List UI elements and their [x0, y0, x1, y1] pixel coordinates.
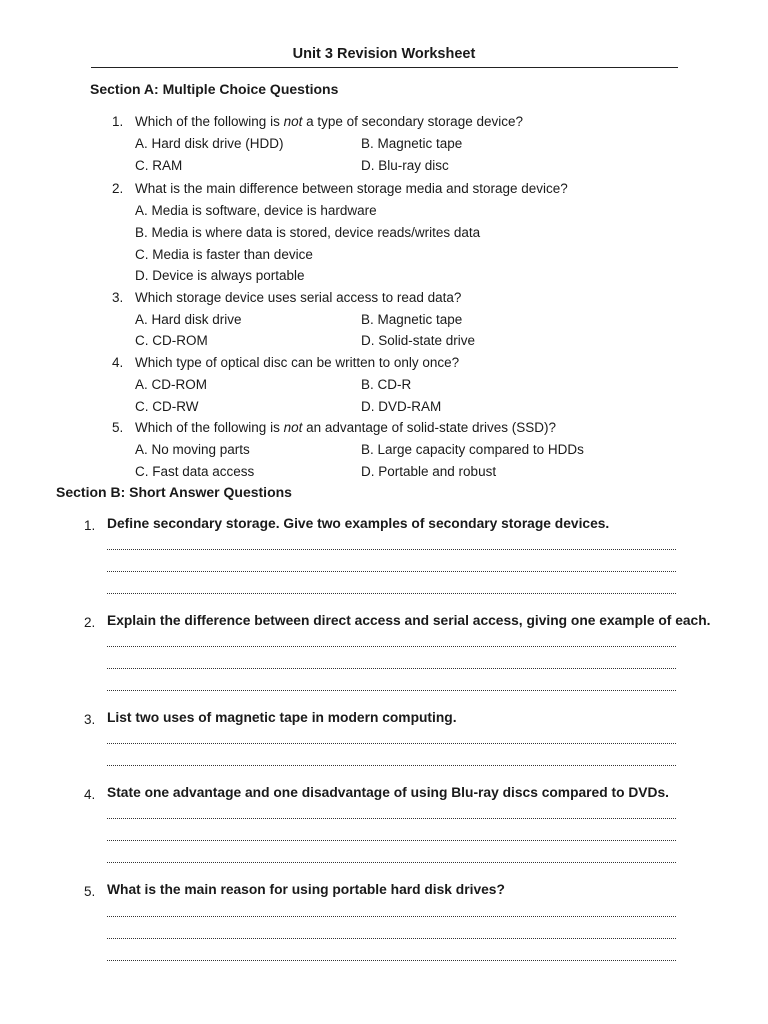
question-number: 5. [112, 420, 124, 435]
question-text: What is the main difference between storage media and storage device? [135, 181, 568, 196]
title-divider [91, 67, 678, 68]
question-text: State one advantage and one disadvantage of using Blu-ray discs compared to DVDs. [107, 785, 669, 800]
answer-line[interactable] [107, 840, 676, 841]
question-number: 4. [84, 787, 96, 802]
option-c: C. Fast data access [135, 464, 255, 479]
option-a: A. Hard disk drive (HDD) [135, 136, 284, 151]
answer-line[interactable] [107, 690, 676, 691]
question-number: 2. [112, 181, 124, 196]
question-text: Which of the following is not an advantage of solid-state drives (SSD)? [135, 420, 556, 435]
option-d: D. Blu-ray disc [361, 158, 449, 173]
option-d: D. Portable and robust [361, 464, 497, 479]
option-a: A. Hard disk drive [135, 312, 242, 327]
answer-line[interactable] [107, 571, 676, 572]
question-text: Which storage device uses serial access to read data? [135, 290, 462, 305]
question-text: Define secondary storage. Give two examples of secondary storage devices. [107, 516, 610, 531]
question-number: 3. [84, 712, 96, 727]
option-b: B. Magnetic tape [361, 312, 463, 327]
option-c: C. CD-RW [135, 399, 199, 414]
answer-line[interactable] [107, 765, 676, 766]
option-d: D. Solid-state drive [361, 333, 476, 348]
option-c: C. RAM [135, 158, 183, 173]
option-d: D. Device is always portable [135, 268, 305, 283]
option-c: C. Media is faster than device [135, 247, 313, 262]
answer-line[interactable] [107, 916, 676, 917]
question-text: Which of the following is not a type of secondary storage device? [135, 114, 523, 129]
question-number: 1. [84, 518, 96, 533]
emphasis: not [283, 420, 303, 435]
question-number: 5. [84, 884, 96, 899]
answer-line[interactable] [107, 549, 676, 550]
question-number: 2. [84, 615, 96, 630]
question-number: 4. [112, 355, 124, 370]
answer-line[interactable] [107, 593, 676, 594]
section-a-heading: Section A: Multiple Choice Questions [90, 81, 339, 97]
answer-line[interactable] [107, 818, 676, 819]
page-title: Unit 3 Revision Worksheet [292, 46, 476, 62]
option-b: B. Large capacity compared to HDDs [361, 442, 584, 457]
option-c: C. CD-ROM [135, 333, 208, 348]
question-number: 3. [112, 290, 124, 305]
option-b: B. Media is where data is stored, device reads/writes data [135, 225, 481, 240]
answer-line[interactable] [107, 668, 676, 669]
option-a: A. No moving parts [135, 442, 250, 457]
option-a: A. CD-ROM [135, 377, 207, 392]
option-b: B. Magnetic tape [361, 136, 463, 151]
question-text: Which type of optical disc can be written to only once? [135, 355, 460, 370]
option-b: B. CD-R [361, 377, 412, 392]
answer-line[interactable] [107, 743, 676, 744]
answer-line[interactable] [107, 862, 676, 863]
question-text: List two uses of magnetic tape in modern computing. [107, 710, 457, 725]
question-text: What is the main reason for using portable hard disk drives? [107, 882, 505, 897]
option-a: A. Media is software, device is hardware [135, 203, 377, 218]
answer-line[interactable] [107, 938, 676, 939]
emphasis: not [283, 114, 303, 129]
answer-line[interactable] [107, 646, 676, 647]
section-b-heading: Section B: Short Answer Questions [56, 484, 292, 500]
answer-line[interactable] [107, 960, 676, 961]
question-text: Explain the difference between direct access and serial access, giving one example of each. [107, 613, 711, 628]
option-d: D. DVD-RAM [361, 399, 442, 414]
question-number: 1. [112, 114, 124, 129]
